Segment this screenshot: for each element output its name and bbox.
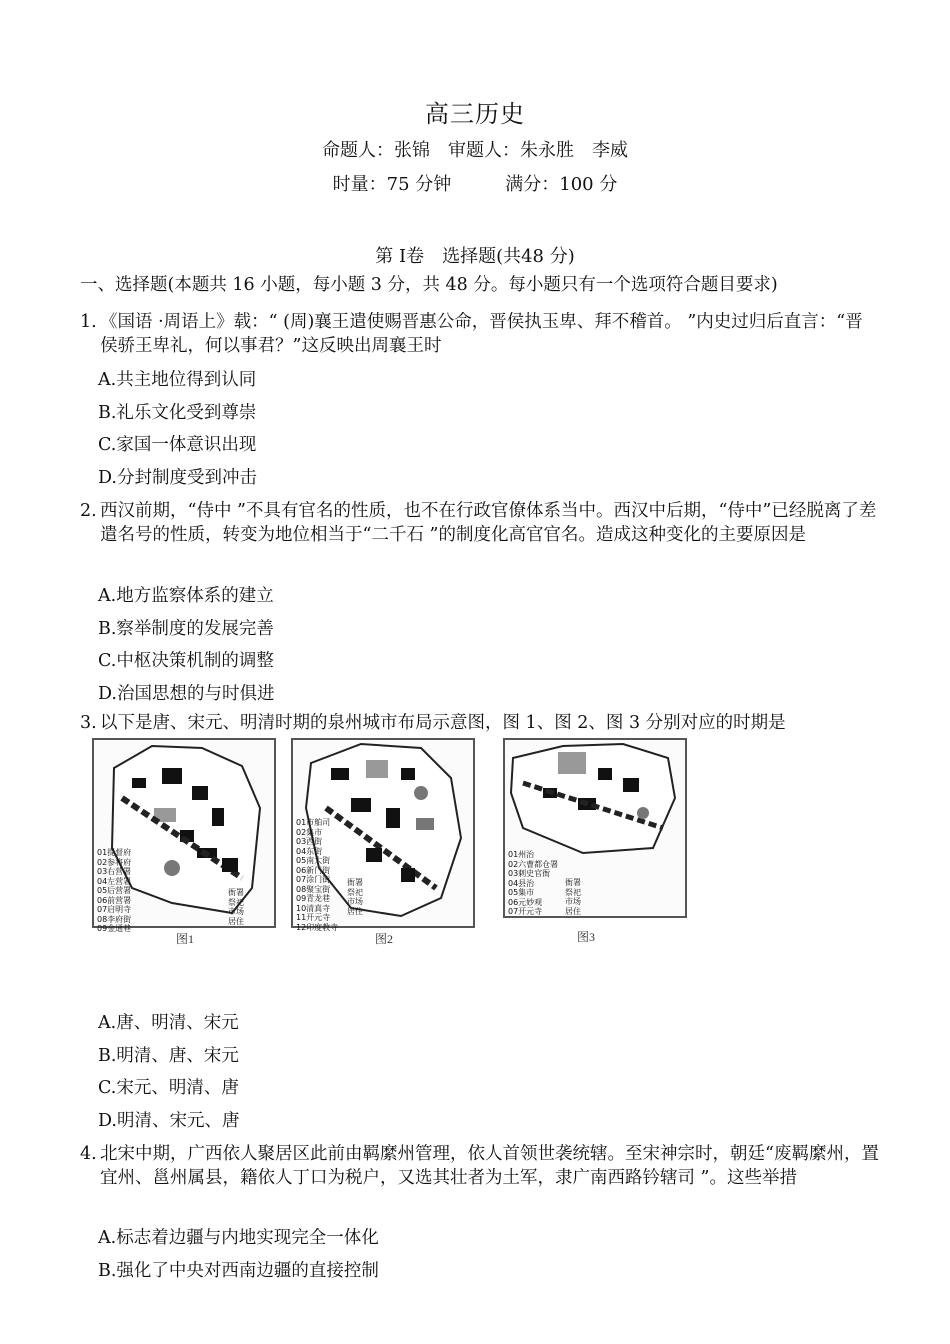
key-item: 祭祀	[565, 887, 581, 897]
legend-item: 05后营署	[97, 886, 132, 895]
legend-item: 02六曹都仓署	[508, 859, 559, 869]
option-a: A.标志着边疆与内地实现完全一体化	[98, 1228, 379, 1248]
legend-item: 03右营署	[97, 867, 132, 876]
question-stem: 以下是唐、宋元、明清时期的泉州城市布局示意图，图 1、图 2、图 3 分别对应的时期是	[100, 713, 786, 733]
question-stem: 《国语 ·周语上》载：“ (周)襄王遣使赐晋惠公命，晋侯执玉卑、拜不稽首。 ”内史过归后直言：“晋侯骄王卑礼，何以事君？”这反映出周襄王时	[100, 312, 863, 356]
question-stem: 北宋中期，广西依人聚居区此前由羁縻州管理，依人首领世袭统辖。至宋神宗时，朝廷“废羁縻州，置宜州、邕州属县，籍依人丁口为税户，又选其壮者为土军，隶广南西路钤辖司 ”。这些举措	[100, 1144, 879, 1188]
option-d: D.分封制度受到冲击	[98, 468, 257, 488]
legend-item: 01州治	[508, 850, 535, 859]
question-stem: 西汉前期，“侍中 ”不具有官名的性质，也不在行政官僚体系当中。西汉中后期，“侍中”已经脱离了差遣名号的性质，转变为地位相当于“二千石 ”的制度化高官官名。造成这种变化的主要原因是	[100, 501, 877, 545]
legend-item: 03刺史官衙	[508, 869, 551, 878]
key-item: 居住	[228, 916, 244, 926]
option-d: D.明清、宋元、唐	[98, 1111, 240, 1131]
question-4	[80, 1142, 880, 1190]
legend-item: 09金通巷	[97, 924, 132, 933]
legend-item: 06元妙观	[508, 897, 543, 907]
figure-2-legend	[296, 818, 338, 932]
option-a: A.地方监察体系的建立	[98, 586, 274, 606]
option-c: C.家国一体意识出现	[98, 435, 257, 455]
figure-caption: 图3	[577, 930, 596, 944]
figure-caption: 图1	[176, 932, 195, 946]
key-item: 衙署	[347, 878, 363, 887]
key-item: 市场	[228, 907, 244, 916]
key-item: 居住	[347, 906, 363, 916]
legend-item: 05集市	[508, 888, 535, 897]
legend-item: 02集市	[296, 827, 323, 837]
question-number: 4.	[80, 1144, 97, 1164]
legend-item: 06新门街	[296, 865, 331, 875]
legend-item: 03西街	[296, 837, 323, 846]
figure-3-legend	[508, 850, 558, 917]
figure-caption: 图2	[375, 932, 394, 946]
key-item: 祭祀	[347, 887, 363, 897]
question-2	[80, 499, 880, 547]
key-item: 衙署	[565, 878, 581, 887]
legend-item: 11开元寺	[296, 913, 331, 922]
section-instruction: 一、选择题(本题共 16 小题，每小题 3 分，共 48 分。每小题只有一个选项符合题目要求)	[80, 275, 778, 295]
key-item: 市场	[347, 897, 363, 906]
legend-item: 10清真寺	[296, 903, 331, 913]
option-a: A.唐、明清、宋元	[98, 1013, 239, 1033]
exam-title: 高三历史	[425, 100, 525, 128]
legend-item: 06前营署	[97, 895, 132, 905]
figure-1-key	[228, 888, 244, 926]
key-item: 祭祀	[228, 897, 244, 907]
key-item: 居住	[565, 906, 581, 916]
legend-item: 01市舶司	[296, 818, 331, 827]
figure-3-key	[565, 878, 581, 916]
legend-item: 04县治	[508, 878, 535, 888]
figure-1-legend	[97, 848, 131, 934]
legend-item: 05南大街	[296, 856, 331, 865]
question-number: 3.	[80, 713, 97, 733]
question-3	[80, 711, 880, 735]
section-heading: 第 Ⅰ卷 选择题(共48 分)	[375, 246, 575, 267]
option-c: C.宋元、明清、唐	[98, 1078, 239, 1098]
question-1	[80, 310, 880, 358]
figure-2-key	[347, 878, 363, 916]
option-b: B.明清、唐、宋元	[98, 1046, 239, 1066]
legend-item: 07涂门街	[296, 875, 331, 884]
exam-authors: 命题人：张锦 审题人：朱永胜 李威	[322, 140, 628, 161]
legend-item: 07启明寺	[97, 905, 132, 914]
legend-item: 08李府街	[97, 914, 132, 924]
legend-item: 01提督府	[97, 848, 132, 857]
option-c: C.中枢决策机制的调整	[98, 651, 274, 671]
question-number: 2.	[80, 501, 97, 521]
option-b: B.礼乐文化受到尊崇	[98, 403, 257, 423]
key-item: 市场	[565, 897, 581, 906]
legend-item: 08聚宝街	[296, 884, 331, 894]
exam-time-score: 时量：75 分钟 满分：100 分	[332, 174, 618, 195]
legend-item: 04左营署	[97, 876, 132, 886]
option-a: A.共主地位得到认同	[98, 370, 257, 390]
legend-item: 02参将府	[97, 857, 132, 867]
question-number: 1.	[80, 312, 97, 332]
legend-item: 04东街	[296, 846, 323, 856]
legend-item: 07开元寺	[508, 907, 543, 916]
option-b: B.强化了中央对西南边疆的直接控制	[98, 1261, 379, 1281]
option-b: B.察举制度的发展完善	[98, 619, 274, 639]
legend-item: 12印度教寺	[296, 922, 339, 932]
key-item: 衙署	[228, 888, 244, 897]
legend-item: 09青龙巷	[296, 894, 331, 903]
option-d: D.治国思想的与时俱进	[98, 684, 275, 704]
